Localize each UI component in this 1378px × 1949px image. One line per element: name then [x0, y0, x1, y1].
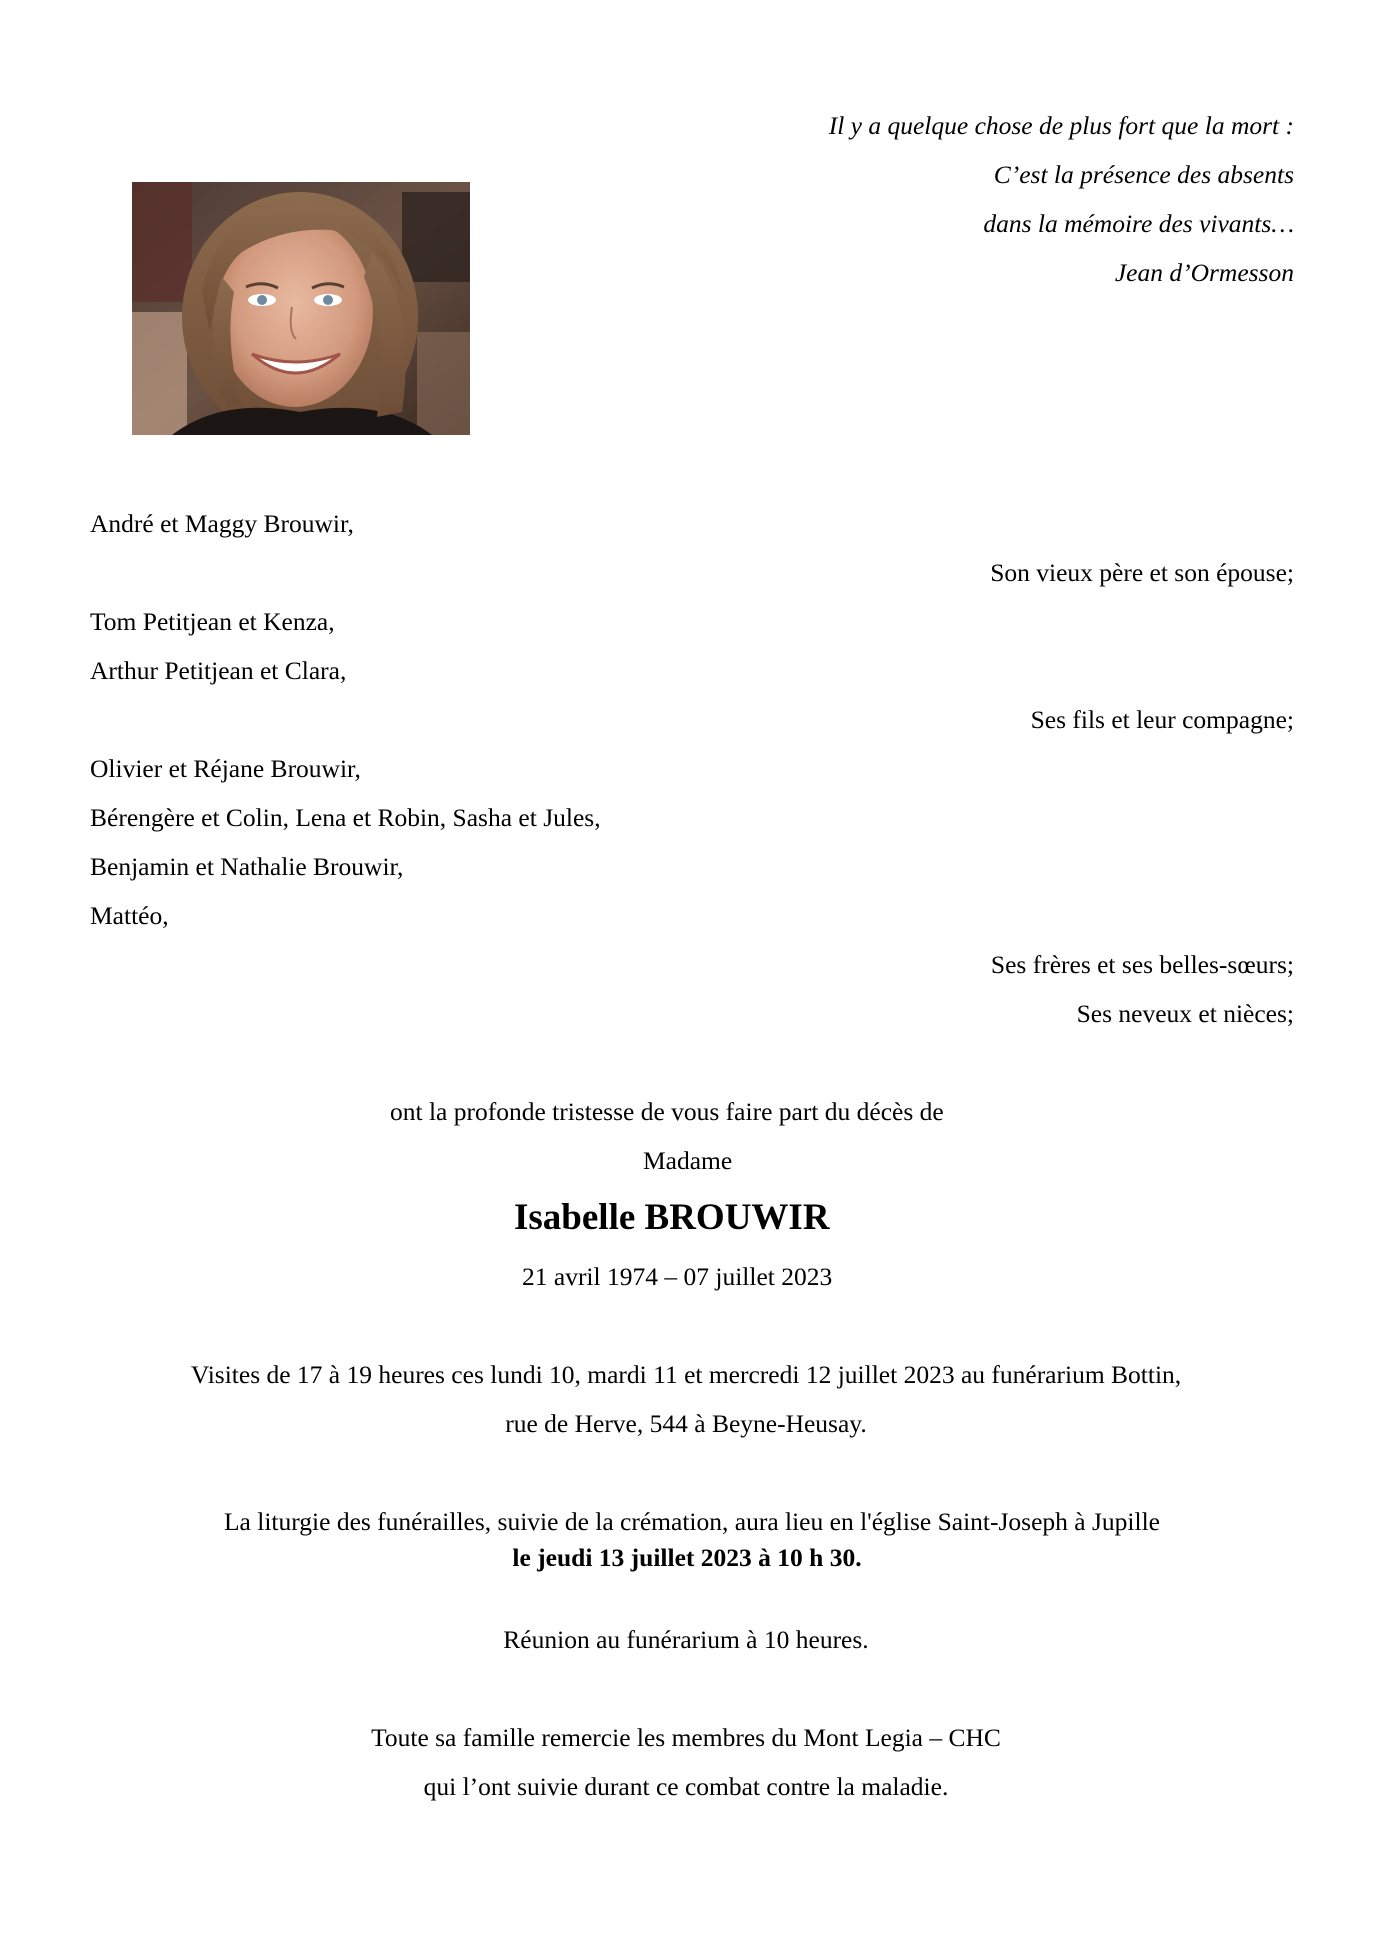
family-name-line: Arthur Petitjean et Clara,: [90, 656, 347, 685]
announcement-title: Madame: [643, 1146, 733, 1175]
family-name-line: André et Maggy Brouwir,: [90, 509, 354, 538]
quote-line-2: C’est la présence des absents: [993, 160, 1294, 189]
family-name-line: Benjamin et Nathalie Brouwir,: [90, 852, 404, 881]
quote-line-3: dans la mémoire des vivants…: [983, 209, 1294, 238]
family-name-line: Mattéo,: [90, 901, 169, 930]
family-relation: Ses fils et leur compagne;: [1030, 705, 1294, 734]
quote-author: Jean d’Ormesson: [1114, 258, 1294, 287]
meeting-info: Réunion au funérarium à 10 heures.: [503, 1625, 869, 1654]
family-name-line: Olivier et Réjane Brouwir,: [90, 754, 361, 783]
visits-line-1: Visites de 17 à 19 heures ces lundi 10, mardi 11 et mercredi 12 juillet 2023 au funérarium Bottin,: [190, 1360, 1182, 1389]
family-relation: Ses frères et ses belles-sœurs;: [990, 950, 1294, 979]
family-relation: Son vieux père et son épouse;: [990, 558, 1294, 587]
thanks-line-1: Toute sa famille remercie les membres du Mont Legia – CHC: [371, 1723, 1001, 1752]
deceased-name: Isabelle BROUWIR: [514, 1197, 830, 1238]
thanks-line-2: qui l’ont suivie durant ce combat contre la maladie.: [423, 1772, 949, 1801]
visits-line-2: rue de Herve, 544 à Beyne-Heusay.: [505, 1409, 867, 1438]
family-name-line: Bérengère et Colin, Lena et Robin, Sasha et Jules,: [90, 803, 601, 832]
portrait-photo-icon: [132, 182, 470, 435]
life-dates: 21 avril 1974 – 07 juillet 2023: [522, 1262, 833, 1291]
family-name-line: Tom Petitjean et Kenza,: [90, 607, 335, 636]
family-relation: Ses neveux et nièces;: [1076, 999, 1294, 1028]
funeral-date-time: le jeudi 13 juillet 2023 à 10 h 30.: [512, 1543, 862, 1572]
portrait-photo: [132, 182, 470, 435]
funeral-line-1: La liturgie des funérailles, suivie de la crémation, aura lieu en l'église Saint-Joseph à Jupille: [223, 1507, 1160, 1536]
quote-line-1: Il y a quelque chose de plus fort que la mort :: [828, 111, 1294, 140]
announcement-intro: ont la profonde tristesse de vous faire part du décès de: [390, 1097, 944, 1126]
